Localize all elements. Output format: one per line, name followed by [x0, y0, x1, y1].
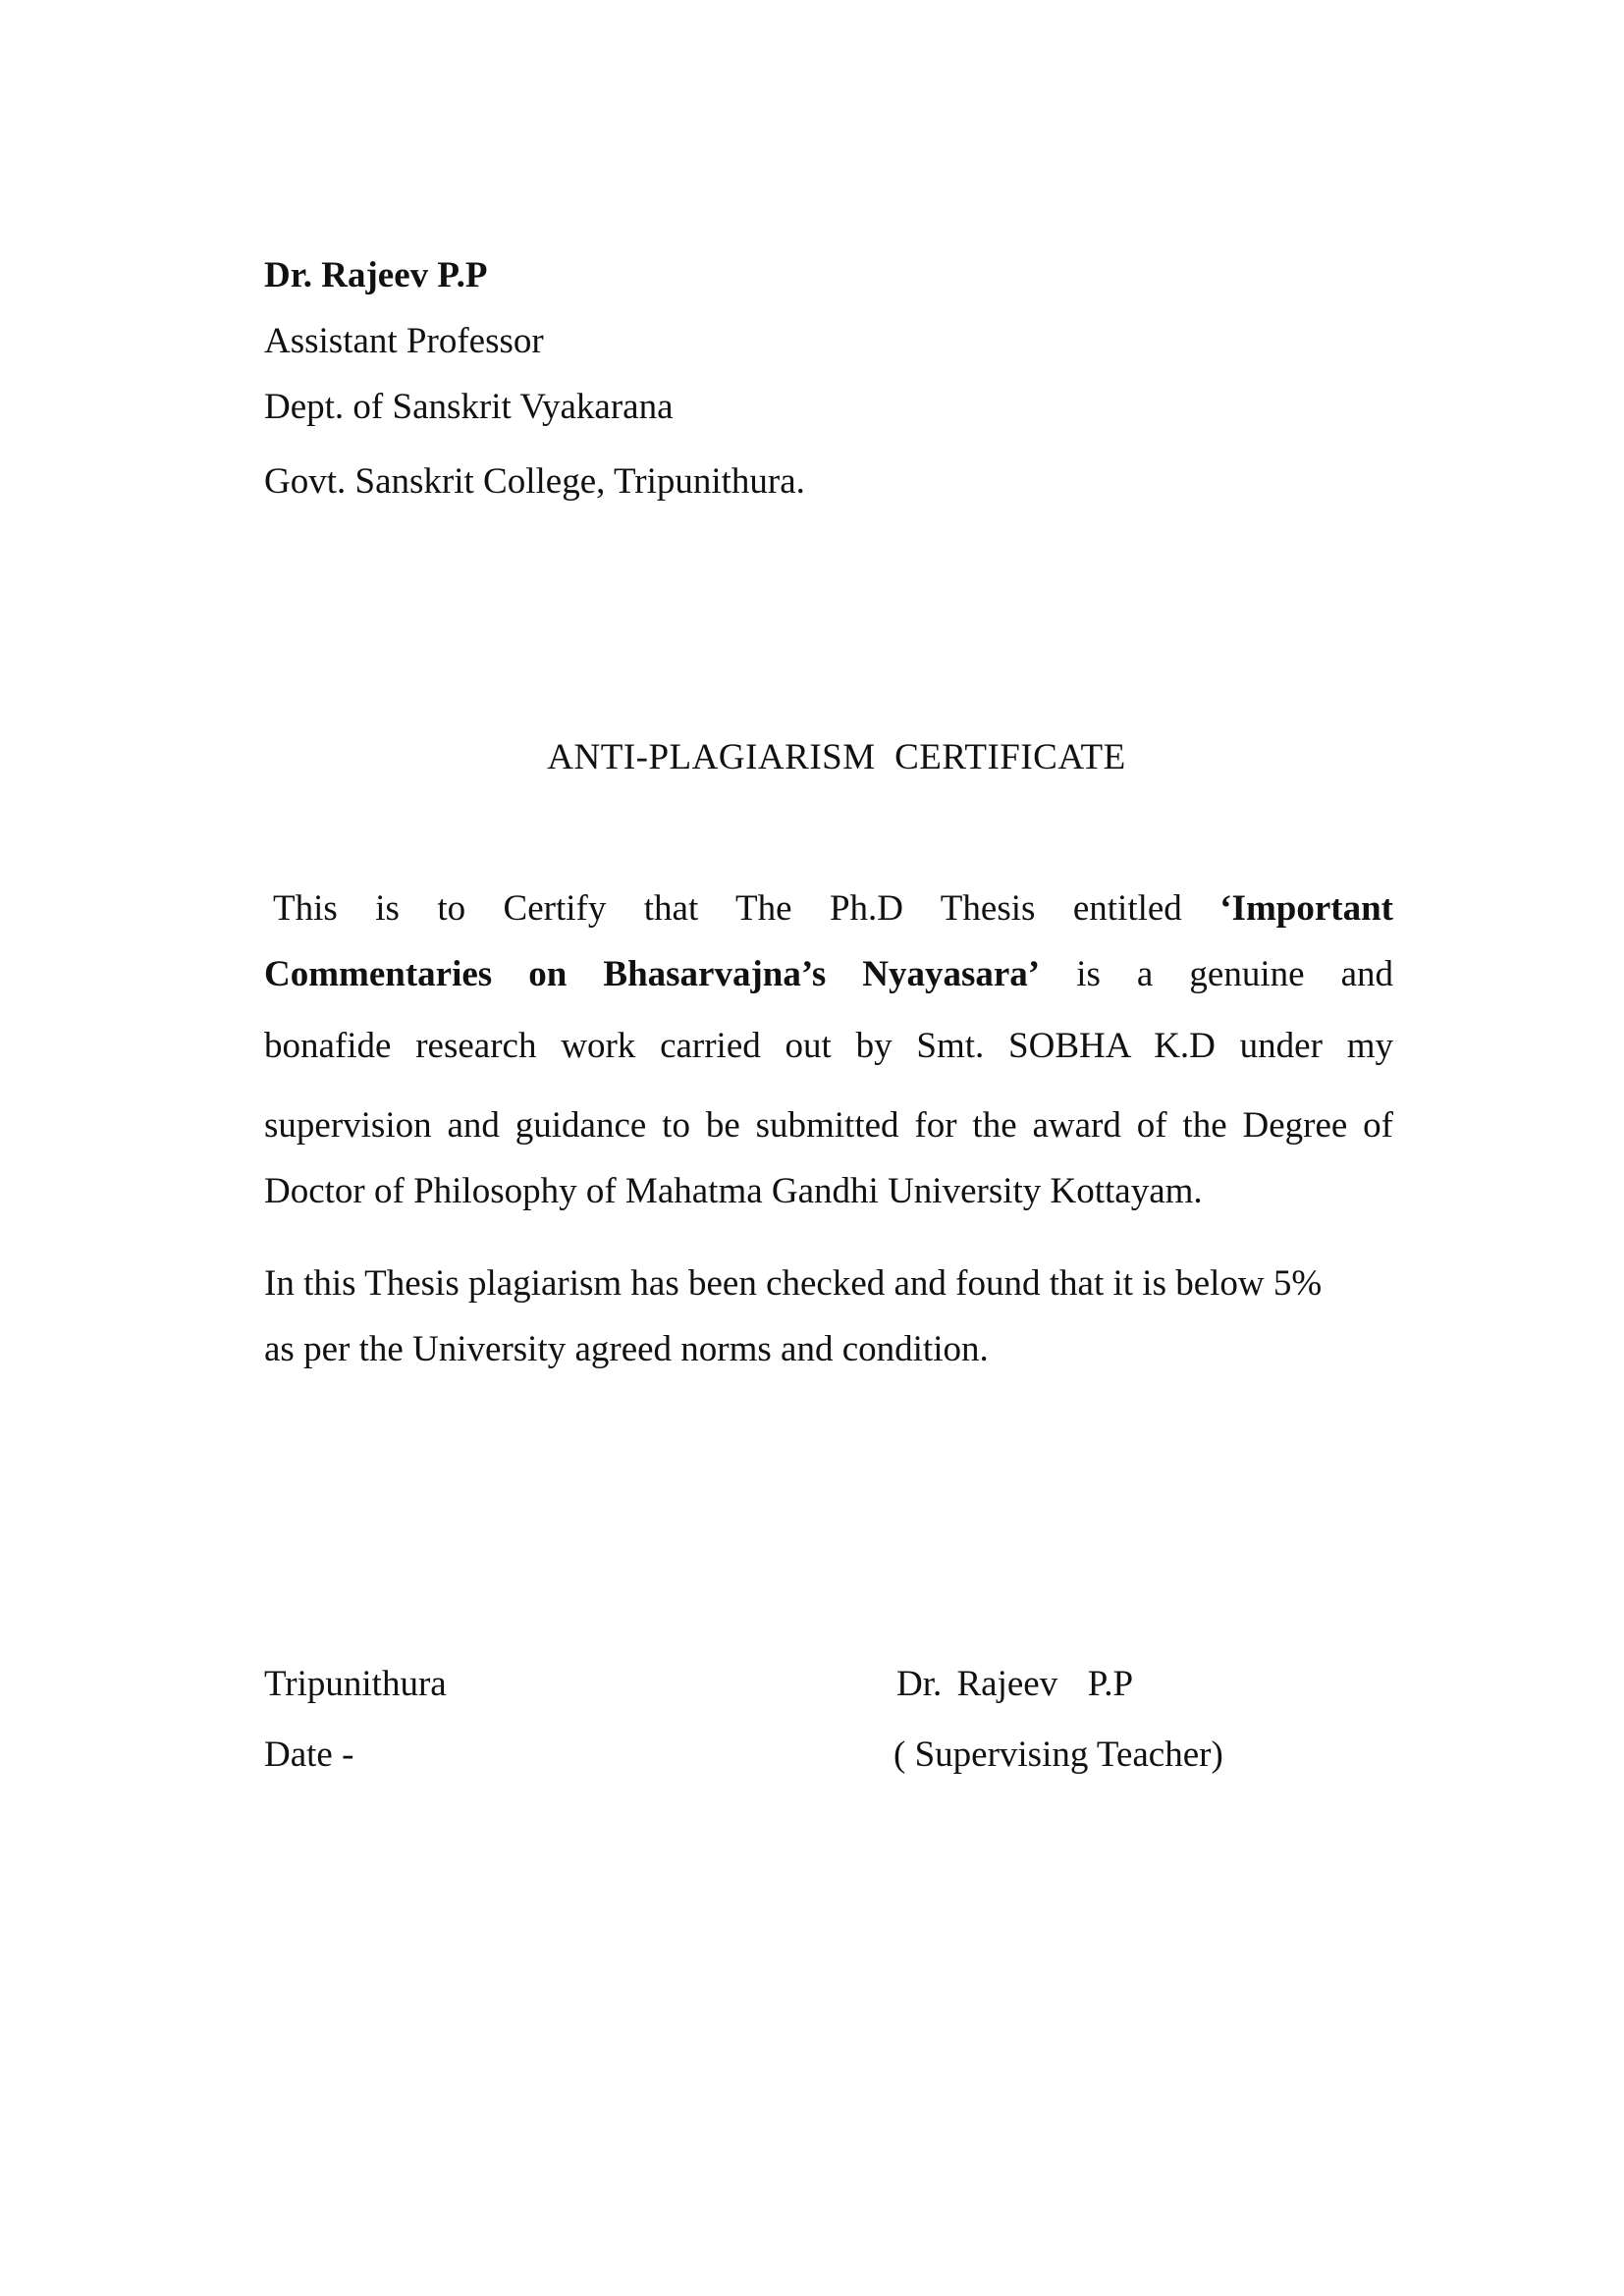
place-label: Tripunithura — [264, 1664, 447, 1704]
author-designation: Assistant Professor — [264, 321, 544, 361]
signatory-name: Dr. Rajeev P.P — [896, 1664, 1134, 1704]
paragraph-line: Doctor of Philosophy of Mahatma Gandhi University Kottayam. — [264, 1171, 1203, 1211]
paragraph-line: bonafide research work carried out by Smt. SOBHA K.D under my — [264, 1026, 1393, 1066]
author-college: Govt. Sanskrit College, Tripunithura. — [264, 461, 805, 502]
paragraph-line — [264, 886, 1393, 932]
signatory-role: ( Supervising Teacher) — [893, 1735, 1223, 1775]
paragraph-text: is a genuine and — [1076, 954, 1393, 994]
date-label: Date - — [264, 1735, 354, 1775]
author-department: Dept. of Sanskrit Vyakarana — [264, 387, 674, 427]
paragraph-line — [264, 952, 1393, 997]
plagiarism-statement-line: as per the University agreed norms and condition. — [264, 1329, 989, 1369]
thesis-title-start: ‘Important — [1219, 888, 1393, 929]
certificate-heading: ANTI-PLAGIARISM CERTIFICATE — [547, 737, 1126, 777]
plagiarism-statement-line: In this Thesis plagiarism has been checked and found that it is below 5% — [264, 1263, 1323, 1304]
paragraph-text: This is to Certify that The Ph.D Thesis entitled — [273, 888, 1182, 929]
paragraph-line: supervision and guidance to be submitted for the award of the Degree of — [264, 1105, 1393, 1146]
author-name: Dr. Rajeev P.P — [264, 255, 488, 295]
thesis-title-end: Commentaries on Bhasarvajna’s Nyayasara’ — [264, 954, 1041, 994]
